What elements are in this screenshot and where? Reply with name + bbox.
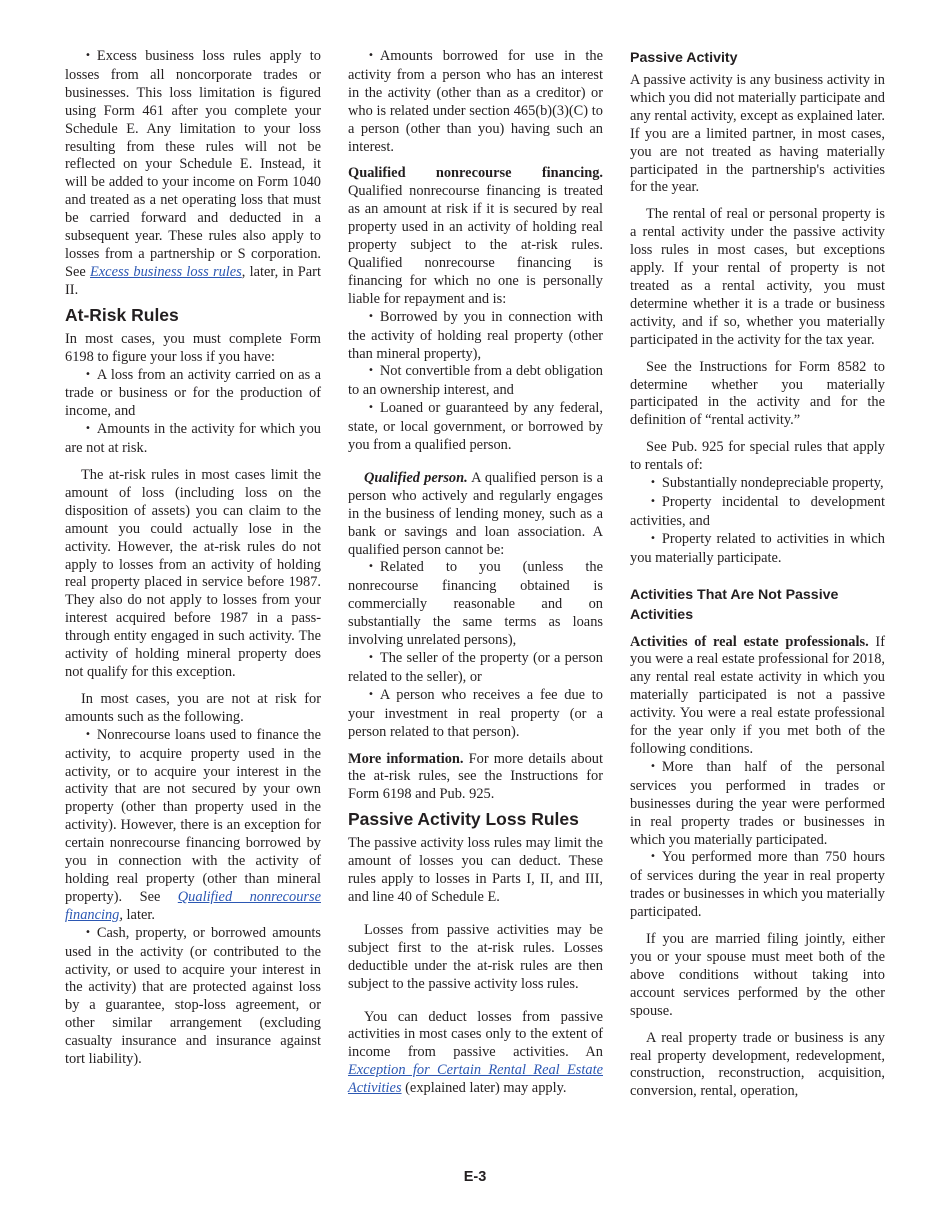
nonrecourse-loans-bullet: • Nonrecourse loans used to finance the activity, to acquire property used in the activity, or to acquire your interest in the activity that are not secured by your own property (other than property used in the activity). However, there is an exception for certain nonrecourse financing borrowed by you in connection with the activity of holding real property (other than mineral property). See Qualified nonrecourse financing, later.: [65, 727, 321, 925]
married-filing-jointly-paragraph: If you are married filing jointly, either you or your spouse must meet both of the above conditions without taking into account services performed by the other spouse.: [630, 931, 885, 1019]
rentals-bullet-1: • Substantially nondepreciable property,: [630, 475, 885, 494]
at-risk-rules-heading: At-Risk Rules: [65, 304, 179, 325]
passive-activity-paragraph-2: The rental of real or personal property is a rental activity under the passive activity loss rules in most cases, but exceptions apply. If your rental of property is not treated as a rental activity, you must determine whether it is a trade or business activity, and if so, whether you materially participated in the activity for the tax year.: [630, 206, 885, 348]
borrowed-amounts-bullet: • Amounts borrowed for use in the activity from a person who has an interest in the activity (other than as a creditor) or who is related under section 465(b)(3)(C) to a person (other than you) having such an interest.: [348, 48, 603, 156]
cash-property-bullet: • Cash, property, or borrowed amounts used in the activity (or contributed to the activity, or used to acquire your interest in the activity) that are protected against loss by a guarantee, stop-loss agreement, or other similar arrangement (excluding casualty insurance and insurance against tort liability).: [65, 925, 321, 1069]
rentals-bullet-2: • Property incidental to development activities, and: [630, 494, 885, 531]
re-condition-bullet-1: • More than half of the personal services you performed in trades or businesses during the year were performed in real property trades or businesses in which you materially participated.: [630, 759, 885, 850]
passive-activity-heading: Passive Activity: [630, 50, 738, 66]
excess-business-loss-link[interactable]: Excess business loss rules: [90, 263, 242, 280]
qp-runin-heading: Qualified person.: [364, 469, 468, 486]
qualified-nonrecourse-financing-paragraph: Qualified nonrecourse financing. Qualified nonrecourse financing is treated as an amount at risk if it is secured by real property used in an activity of holding real property subject to the at-risk rules. Qualified nonrecourse financing is financing for which no one is personally liable for repayment and is:: [348, 165, 603, 307]
qnf-bullet-1: • Borrowed by you in connection with the activity of holding real property (other than mineral property),: [348, 309, 603, 364]
re-condition-bullet-2: • You performed more than 750 hours of services during the year in real property trades or businesses in which you materially participated.: [630, 849, 885, 922]
real-estate-professionals-paragraph: Activities of real estate professionals. If you were a real estate professional for 2018, any rental real estate activity in which you materially participated is not a passive activity. You were a real estate professional for the year only if you met both of the following conditions.: [630, 633, 886, 757]
column-3: [630, 48, 885, 1101]
passive-activity-paragraph-1: A passive activity is any business activity in which you did not materially participate and any rental activity, except as explained later. If you are a limited partner, in most cases, you are not treated as having materially participated in the partnership's activities for the year.: [630, 72, 885, 196]
qp-bullet-1: • Related to you (unless the nonrecourse financing obtained is commercially reasonable and on substantially the same terms as loans involving unrelated persons),: [348, 559, 603, 650]
qp-bullet-3: • A person who receives a fee due to your investment in real property (or a person related to that person).: [348, 687, 603, 742]
qnf-bullet-3: • Loaned or guaranteed by any federal, state, or local government, or borrowed by you from a qualified person.: [348, 400, 603, 455]
at-risk-bullet-1: • A loss from an activity carried on as a trade or business or for the production of income, and: [65, 367, 321, 422]
more-information-paragraph: More information. For more details about the at-risk rules, see the Instructions for Form 6198 and Pub. 925.: [348, 750, 603, 803]
qp-bullet-2: • The seller of the property (or a person related to the seller), or: [348, 650, 603, 687]
passive-activity-paragraph-3: See the Instructions for Form 8582 to determine whether you materially participated in the activity and for the definition of “rental activity.”: [630, 358, 885, 429]
column-2: [348, 48, 603, 1098]
more-info-runin-heading: More information.: [348, 750, 464, 767]
at-risk-intro: In most cases, you must complete Form 6198 to figure your loss if you have:: [65, 330, 321, 365]
excess-business-loss-bullet: • Excess business loss rules apply to losses from all noncorporate trades or businesses. This loss limitation is figured using Form 461 after you complete your Schedule E. Any limitation to your loss resulting from these rules will not be reflected on your Schedule E. Instead, it will be added to your income on Form 1040 and treated as a net operating loss that must be carried forward and deducted in a subsequent year. These rules also apply to losses from a partnership or S corporation. See Excess business loss rules, later, in Part II.: [65, 48, 321, 300]
at-risk-paragraph: The at-risk rules in most cases limit the amount of loss (including loss on the disposition of assets) you can claim to the amount you could actually lose in the activity. However, the at-risk rules do not apply to losses from an activity of holding real property placed in service before 1987. They also do not apply to losses from your interest acquired before 1987 in a pass-through entity engaged in such activity. The activity of holding mineral property does not qualify for this exception.: [65, 467, 321, 680]
rentals-bullet-3: • Property related to activities in which you materially participate.: [630, 531, 885, 568]
column-1: [65, 48, 321, 1069]
qualified-person-paragraph: Qualified person. A qualified person is a person who actively and regularly engages in the business of lending money, such as a bank or savings and loan association. A qualified person cannot be:: [348, 469, 603, 558]
real-property-trade-paragraph: A real property trade or business is any real property development, redevelopment, construction, reconstruction, acquisition, conversion, rental, operation,: [630, 1029, 885, 1100]
pal-intro: The passive activity loss rules may limit the amount of losses you can deduct. These rules apply to losses in Parts I, II, and III, and line 40 of Schedule E.: [348, 835, 603, 905]
passive-activity-loss-rules-heading: Passive Activity Loss Rules: [348, 809, 579, 830]
pal-paragraph-2: Losses from passive activities may be subject first to the at-risk rules. Losses deductible under the at-risk rules are then subject to the passive activity loss rules.: [348, 921, 603, 992]
not-at-risk-intro: In most cases, you are not at risk for amounts such as the following.: [65, 690, 321, 725]
qualified-nonrecourse-financing-link[interactable]: Qualified nonrecourse financing: [65, 888, 321, 923]
not-passive-activities-heading: Activities That Are Not Passive Activities: [630, 586, 839, 623]
re-runin-heading: Activities of real estate professionals.: [630, 633, 869, 650]
rental-real-estate-exception-link[interactable]: Exception for Certain Rental Real Estate Activities: [348, 1062, 603, 1097]
qnf-bullet-2: • Not convertible from a debt obligation to an ownership interest, and: [348, 363, 603, 400]
passive-activity-paragraph-4: See Pub. 925 for special rules that apply to rentals of:: [630, 439, 885, 474]
page-number: E-3: [463, 1169, 487, 1185]
at-risk-bullet-2: • Amounts in the activity for which you are not at risk.: [65, 421, 321, 458]
pal-paragraph-3: You can deduct losses from passive activities in most cases only to the extent of income from passive activities. An Exception for Certain Rental Real Estate Activities (explained later) may apply.: [348, 1008, 603, 1097]
qnf-runin-heading: Qualified nonrecourse financing.: [348, 165, 603, 182]
